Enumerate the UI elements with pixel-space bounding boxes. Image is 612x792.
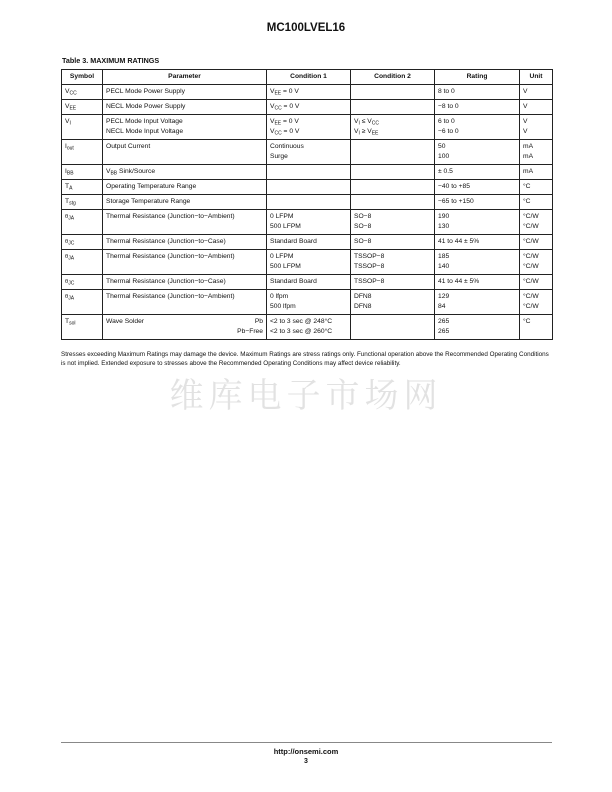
symbol-subscript: JA [68,255,75,261]
cell-rating [435,85,520,100]
subscript: CC [274,130,282,136]
cell-line [270,212,347,222]
cell-line: V [523,127,528,135]
symbol-subscript: JC [68,240,75,246]
cell-line [270,252,347,262]
cell-rating [435,275,520,290]
cell-line [354,252,431,262]
cell-rating [435,180,520,195]
footer-divider [61,742,552,743]
table-row [62,235,553,250]
cell-symbol [62,315,103,340]
symbol-subscript: JA [68,295,75,301]
symbol-text: θ [65,293,69,300]
symbol-text: I [65,142,67,150]
cell-line [270,222,347,232]
cell-line: 140 [438,262,450,270]
cell-line: −40 to +85 [438,182,470,190]
text: Surge [270,152,288,160]
table-row [62,195,553,210]
cell-line: 265 [438,327,450,335]
cell-line: mA [523,167,534,175]
text: V [270,117,275,125]
cell-line: 8 to 0 [438,87,455,95]
cell-symbol [62,275,103,290]
cell-condition-2 [351,195,435,210]
cell-condition-2 [351,315,435,340]
cell-symbol [62,180,103,195]
cell-condition-1 [267,195,351,210]
symbol-subscript: stg [69,200,76,206]
ratings-note: Stresses exceeding Maximum Ratings may damage the device. Maximum Ratings are stress ratings only. Functional operation above the Recommended Operating Conditions is not implied. Extended exposure to stresses above the Recommended Operating Conditions may affect device reliability. [61,351,549,367]
table-body [62,85,553,340]
cell-line: ± 0.5 [438,167,453,175]
cell-line: 129 [438,292,450,300]
cell-line: °C/W [523,237,539,245]
cell-line: NECL Mode Input Voltage [106,127,184,135]
text: TSSOP−8 [354,252,385,260]
cell-condition-2 [351,235,435,250]
header-condition-1: Condition 1 [267,70,351,85]
cell-condition-1 [267,235,351,250]
maximum-ratings-table [61,69,553,340]
cell-parameter [103,290,267,315]
footer-url: http://onsemi.com [273,747,339,756]
cell-line: 50 [438,142,446,150]
watermark: 维库电子市场网 [169,376,443,416]
cell-symbol [62,100,103,115]
symbol-text: V [65,102,70,110]
cell-line [106,167,263,177]
header-condition-2: Condition 2 [351,70,435,85]
cell-line: V [523,87,528,95]
cell-line: V [523,102,528,110]
cell-line [270,292,347,302]
text: = 0 V [281,117,299,125]
cell-line: Storage Temperature Range [106,197,191,205]
cell-parameter [103,250,267,275]
text: SO−8 [354,212,372,220]
cell-line: °C [523,182,531,190]
cell-line: 185 [438,252,450,260]
cell-line: Thermal Resistance (Junction−to−Case) [106,277,226,285]
cell-line: PECL Mode Input Voltage [106,117,183,125]
text: Sink/Source [117,167,156,175]
cell-line: °C/W [523,212,539,220]
cell-unit [520,275,553,290]
cell-line: °C/W [523,292,539,300]
cell-condition-1 [267,210,351,235]
cell-rating [435,165,520,180]
cell-line [354,222,431,232]
cell-line: Thermal Resistance (Junction−to−Ambient) [106,252,235,260]
symbol-text: θ [65,213,69,220]
cell-rating [435,195,520,210]
cell-line [270,142,347,152]
cell-symbol [62,290,103,315]
symbol-subscript: I [69,120,71,126]
text: DFN8 [354,302,372,310]
cell-line: Thermal Resistance (Junction−to−Case) [106,237,226,245]
cell-rating [435,235,520,250]
table-row [62,250,553,275]
cell-condition-1 [267,140,351,165]
text: Continuous [270,142,304,150]
text: Pb−Free [237,327,263,335]
cell-symbol [62,235,103,250]
cell-condition-2 [351,290,435,315]
cell-line: 41 to 44 ± 5% [438,277,480,285]
subscript: I [358,130,360,136]
cell-line: 84 [438,302,446,310]
text: V [106,167,111,175]
text: TSSOP−8 [354,277,385,285]
symbol-subscript: JC [68,280,75,286]
cell-line [354,127,431,137]
cell-condition-1 [267,250,351,275]
cell-line: −65 to +150 [438,197,474,205]
cell-line: mA [523,152,534,160]
cell-line: °C [523,317,531,325]
cell-line [270,237,347,247]
text: SO−8 [354,222,372,230]
cell-unit [520,195,553,210]
cell-rating [435,315,520,340]
subscript: EE [371,130,379,136]
cell-parameter [103,140,267,165]
cell-line: PECL Mode Power Supply [106,87,185,95]
symbol-text: θ [65,253,69,260]
cell-condition-1 [267,100,351,115]
cell-line: °C/W [523,252,539,260]
cell-unit [520,140,553,165]
cell-line [354,237,431,247]
symbol-subscript: sol [69,320,76,326]
symbol-text: θ [65,278,69,285]
cell-line: °C [523,197,531,205]
text: 500 lfpm [270,302,296,310]
cell-line: °C/W [523,277,539,285]
cell-line: 265 [438,317,450,325]
text: 0 lfpm [270,292,289,300]
header-symbol: Symbol [62,70,103,85]
cell-line: Thermal Resistance (Junction−to−Ambient) [106,212,235,220]
cell-symbol [62,115,103,140]
text: = 0 V [281,127,300,135]
symbol-subscript: JA [68,215,75,221]
cell-symbol [62,195,103,210]
subscript: EE [274,120,282,126]
cell-line [270,262,347,272]
cell-condition-2 [351,100,435,115]
text: Standard Board [270,277,317,285]
text: = 0 V [281,102,300,110]
cell-line [270,327,347,337]
cell-parameter [103,165,267,180]
cell-unit [520,115,553,140]
cell-parameter [103,100,267,115]
text: V [354,117,359,125]
cell-rating [435,210,520,235]
cell-line: −6 to 0 [438,127,459,135]
cell-rating [435,250,520,275]
cell-line: 100 [438,152,450,160]
cell-parameter [103,315,267,340]
cell-condition-1 [267,315,351,340]
cell-unit [520,100,553,115]
table-row [62,290,553,315]
cell-condition-1 [267,275,351,290]
text: Wave Solder [106,317,145,325]
cell-parameter [103,85,267,100]
cell-line [270,277,347,287]
cell-unit [520,315,553,340]
symbol-text: θ [65,238,69,245]
symbol-text: T [65,317,70,325]
wave-solder-line [106,327,263,337]
table-row [62,115,553,140]
cell-line: °C/W [523,302,539,310]
cell-parameter [103,195,267,210]
subscript: BB [110,170,118,176]
cell-unit [520,235,553,250]
cell-unit [520,180,553,195]
cell-unit [520,210,553,235]
cell-line [354,262,431,272]
cell-condition-2 [351,250,435,275]
cell-line: Output Current [106,142,151,150]
cell-unit [520,165,553,180]
table-row [62,275,553,290]
text: Pb [254,317,263,325]
subscript: EE [274,90,282,96]
cell-condition-1 [267,290,351,315]
cell-symbol [62,165,103,180]
cell-line: Thermal Resistance (Junction−to−Ambient) [106,292,235,300]
text: TSSOP−8 [354,262,385,270]
text: 0 LFPM [270,252,294,260]
cell-symbol [62,140,103,165]
text: SO−8 [354,237,372,245]
cell-condition-1 [267,180,351,195]
cell-parameter [103,210,267,235]
text: V [270,102,275,110]
cell-unit [520,85,553,100]
table-row [62,100,553,115]
cell-condition-2 [351,165,435,180]
cell-rating [435,140,520,165]
text: ≥ V [359,127,372,135]
cell-rating [435,100,520,115]
cell-unit [520,290,553,315]
text: V [270,127,275,135]
symbol-text: T [65,182,70,190]
symbol-subscript: CC [69,90,77,96]
cell-condition-2 [351,85,435,100]
table-row [62,315,553,340]
wave-solder-line [106,317,263,327]
cell-condition-2 [351,180,435,195]
subscript: I [358,120,360,126]
text: 0 LFPM [270,212,294,220]
cell-line: NECL Mode Power Supply [106,102,186,110]
cell-rating [435,115,520,140]
page-number: 3 [304,758,308,765]
cell-line: 6 to 0 [438,117,455,125]
table-row [62,210,553,235]
cell-line: °C/W [523,222,539,230]
text: DFN8 [354,292,372,300]
header-unit: Unit [520,70,553,85]
cell-line: 190 [438,212,450,220]
text: 500 LFPM [270,262,301,270]
text: <2 to 3 sec @ 248°C [270,317,333,325]
table-row [62,85,553,100]
cell-condition-1 [267,115,351,140]
subscript: CC [371,120,379,126]
cell-condition-2 [351,140,435,165]
header-parameter: Parameter [103,70,267,85]
cell-symbol [62,250,103,275]
cell-line: V [523,117,528,125]
cell-unit [520,250,553,275]
cell-condition-1 [267,165,351,180]
cell-line [354,292,431,302]
cell-line [270,152,347,162]
subscript: CC [274,105,282,111]
text: V [270,87,275,95]
text: Standard Board [270,237,317,245]
cell-line: mA [523,142,534,150]
table-row [62,180,553,195]
cell-line: 130 [438,222,450,230]
cell-line: Operating Temperature Range [106,182,197,190]
cell-line [354,212,431,222]
table-row [62,165,553,180]
cell-line: °C/W [523,262,539,270]
header-rating: Rating [435,70,520,85]
table-row [62,140,553,165]
cell-line [270,87,347,97]
text: ≤ V [359,117,372,125]
cell-parameter [103,275,267,290]
cell-rating [435,290,520,315]
cell-condition-2 [351,210,435,235]
symbol-subscript: EE [69,105,77,111]
symbol-text: I [65,167,67,175]
cell-parameter [103,180,267,195]
cell-condition-1 [267,85,351,100]
cell-line [270,102,347,112]
symbol-subscript: A [69,185,73,191]
cell-line: −8 to 0 [438,102,459,110]
table-header-row [62,70,553,85]
symbol-text: T [65,197,70,205]
cell-line [270,117,347,127]
text: = 0 V [281,87,299,95]
cell-symbol [62,210,103,235]
cell-line: 41 to 44 ± 5% [438,237,480,245]
cell-line [270,127,347,137]
document-title: MC100LVEL16 [266,22,346,34]
cell-line [354,302,431,312]
cell-parameter [103,115,267,140]
cell-symbol [62,85,103,100]
cell-condition-2 [351,275,435,290]
text: <2 to 3 sec @ 260°C [270,327,333,335]
cell-condition-2 [351,115,435,140]
table-caption: Table 3. MAXIMUM RATINGS [62,56,160,65]
text: 500 LFPM [270,222,301,230]
cell-line [354,277,431,287]
cell-line [270,317,347,327]
symbol-subscript: out [66,145,74,151]
symbol-text: V [65,87,70,95]
cell-line [270,302,347,312]
text: V [354,127,359,135]
symbol-text: V [65,117,70,125]
symbol-subscript: BB [66,170,74,176]
cell-line [354,117,431,127]
cell-parameter [103,235,267,250]
